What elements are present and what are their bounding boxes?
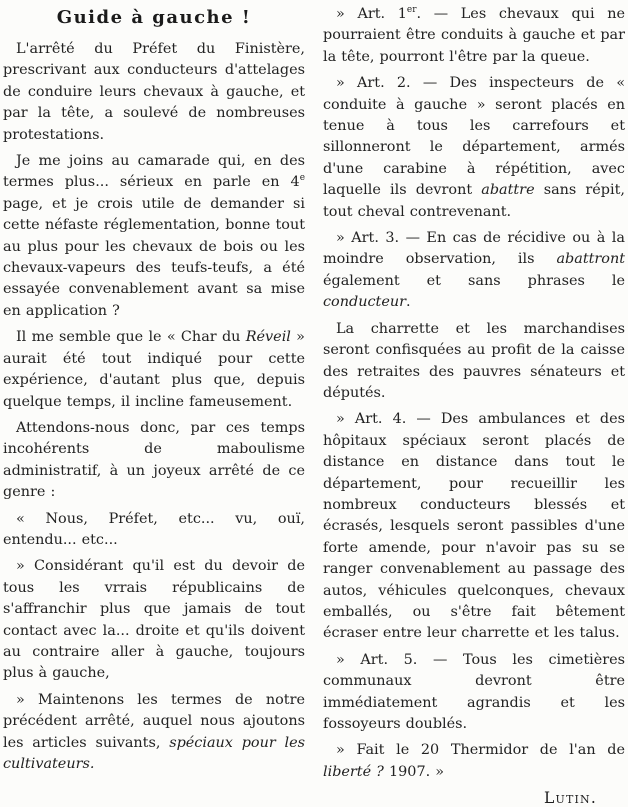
article-title: Guide à gauche ! [56,7,252,28]
paragraph: « Nous, Préfet, etc... vu, ouï, entendu... etc... [3,510,305,548]
left-column [3,4,305,772]
paragraph: » Art. 1er. — Les chevaux qui ne pourraient être conduits à gauche et par la tête, pourront l'être par la queue. [323,5,625,65]
paragraph: » Art. 5. — Tous les cimetières communaux devront être immédiatement agrandis et les fossoyeurs doublés. [323,651,625,732]
paragraph: » Art. 4. — Des ambulances et des hôpitaux spéciaux seront placés de distance en distance dans tout le département, pour recueillir les nombreux conducteurs blessés et écrasés, lesquels seront passibles d'une forte amende, pour n'avoir pas su se ranger convenablement au passage des autos, véhicules quelconques, chevaux emballés, ou s'être fait bêtement écraser entre leur charrette et les talus. [323,411,625,642]
paragraph: La charrette et les marchandises seront confisquées au profit de la caisse des retraites des pauvres sénateurs et députés. [323,320,625,401]
left-column-text [3,39,305,775]
paragraph: » Fait le 20 Thermidor de l'an de liberté ? 1907. » [323,742,625,780]
paragraph: » Art. 3. — En cas de récidive ou à la moindre observation, ils abattront également et sans phrases le conducteur. [323,230,625,311]
right-column [323,4,625,807]
right-column-text [323,4,625,783]
paragraph: Je me joins au camarade qui, en des termes plus... sérieux en parle en 4e page, et je crois utile de demander si cette néfaste réglementation, bonne tout au plus pour les chevaux de bois ou les chevaux-vapeurs des teufs-teufs, a été essayée convenablement avant sa mise en application ? [3,153,305,319]
paragraph: » Maintenons les termes de notre précédent arrêté, auquel nous ajoutons les articles suivants, spéciaux pour les cultivateurs. [3,691,305,772]
paragraph: L'arrêté du Préfet du Finistère, prescrivant aux conducteurs d'attelages de conduire leurs chevaux à gauche, et par la tête, a soulevé de nombreuses protestations. [3,41,305,143]
author-signature: Lutin. [544,789,597,807]
paragraph: » Art. 2. — Des inspecteurs de « conduite à gauche » seront placés en tenue à tous les carrefours et sillonneront le département, armés d'une carabine à répétition, avec laquelle ils devront abattre sans répit, tout cheval contrevenant. [323,75,625,220]
paragraph: Il me semble que le « Char du Réveil » aurait été tout indiqué pour cette expérience, d'autant plus que, depuis quelque temps, il incline fameusement. [3,329,305,410]
paragraph: » Considérant qu'il est du devoir de tous les vrrais républicains de s'affranchir plus que jamais de tout contact avec la... droite et qu'ils doivent au contraire aller à gauche, toujours plus à gauche, [3,558,305,682]
paragraph: Attendons-nous donc, par ces temps incohérents de maboulisme administratif, à un joyeux arrêté de ce genre : [3,419,305,501]
